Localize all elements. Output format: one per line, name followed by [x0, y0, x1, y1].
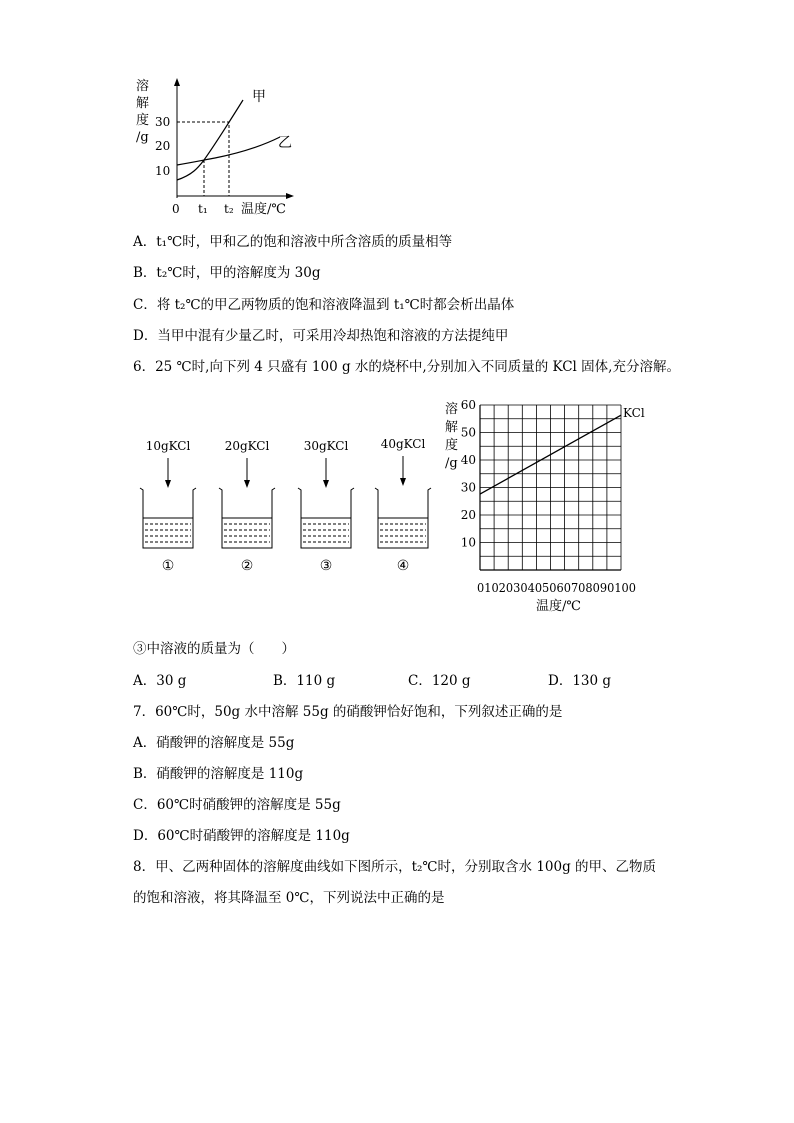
beaker-number: ④ [396, 558, 410, 574]
kcl-ytick: 10 [460, 535, 476, 550]
chart1-ylabel-char: 解 [136, 96, 150, 111]
chart1-ylabel-char: 度 [136, 113, 150, 128]
q8-stem-line1: 8．甲、乙两种固体的溶解度曲线如下图所示，t₂℃时，分别取含水 100g 的甲、乙物质 [133, 859, 657, 875]
q6-stem: 6．25 ℃时,向下列 4 只盛有 100 g 水的烧杯中,分别加入不同质量的 KCl 固体,充分溶解。 [133, 359, 680, 375]
kcl-xticks: 0102030405060708090100 [477, 581, 636, 595]
chart1-label-yi: 乙 [278, 135, 292, 151]
chart1-ylabel-char: 溶 [136, 79, 150, 94]
q5-option-d: D．当甲中混有少量乙时，可采用冷却热饱和溶液的方法提纯甲 [133, 328, 509, 344]
chart1-ylabel-char: /g [136, 130, 149, 145]
q7-option-c: C．60℃时硝酸钾的溶解度是 55g [133, 797, 341, 813]
q6-option-d[interactable]: D．130 g [548, 673, 612, 689]
beaker-number: ① [161, 558, 175, 574]
q6-question: ③中溶液的质量为（ ） [133, 641, 295, 657]
chart1-xtick-t2: t₂ [224, 202, 234, 216]
q6-option-c[interactable]: C．120 g [408, 673, 471, 689]
chart1-origin: 0 [172, 202, 180, 216]
chart1-y-arrow [174, 78, 180, 86]
kcl-ylabel-char: /g [445, 456, 458, 471]
kcl-ytick: 50 [460, 425, 476, 440]
kcl-ytick: 30 [460, 480, 476, 495]
kcl-solubility-chart [0, 395, 794, 625]
chart1-curve-jia [177, 100, 243, 180]
kcl-ytick: 60 [460, 398, 476, 412]
beaker-label: 10gKCl [145, 439, 191, 453]
chart1-xlabel: 温度/℃ [241, 202, 286, 217]
kcl-ytick: 40 [460, 453, 476, 467]
q7-option-a: A．硝酸钾的溶解度是 55g [133, 735, 295, 751]
kcl-ylabel-char: 度 [445, 438, 459, 453]
q5-option-a: A．t₁℃时，甲和乙的饱和溶液中所含溶质的质量相等 [133, 234, 453, 250]
kcl-xlabel: 温度/℃ [536, 599, 581, 614]
chart1-guide-30 [177, 122, 229, 196]
q6-option-a[interactable]: A．30 g [133, 673, 187, 689]
chart1-ytick: 30 [155, 115, 171, 129]
chart1-ytick: 20 [155, 139, 171, 153]
kcl-ytick: 20 [460, 508, 476, 522]
beaker-number: ③ [319, 558, 333, 574]
chart1-ytick: 10 [155, 164, 171, 178]
kcl-ylabel-char: 溶 [445, 402, 459, 417]
solubility-chart-1 [0, 0, 794, 230]
q5-option-b: B．t₂℃时，甲的溶解度为 30g [133, 265, 321, 281]
beaker-label: 20gKCl [224, 439, 270, 453]
chart1-label-jia: 甲 [252, 89, 266, 105]
q5-option-c: C．将 t₂℃的甲乙两物质的饱和溶液降温到 t₁℃时都会析出晶体 [133, 297, 515, 313]
q7-option-d: D．60℃时硝酸钾的溶解度是 110g [133, 828, 350, 844]
chart1-x-arrow [286, 193, 294, 199]
q6-option-b[interactable]: B．110 g [273, 673, 336, 689]
q7-option-b: B．硝酸钾的溶解度是 110g [133, 766, 304, 782]
beaker-label: 30gKCl [303, 439, 349, 453]
chart1-xtick-t1: t₁ [198, 202, 208, 216]
kcl-ylabel-char: 解 [445, 420, 459, 435]
beaker-number: ② [240, 558, 254, 574]
beaker-label: 40gKCl [380, 437, 426, 451]
q7-stem: 7．60℃时，50g 水中溶解 55g 的硝酸钾恰好饱和，下列叙述正确的是 [133, 704, 563, 720]
q8-stem-line2: 的饱和溶液，将其降温至 0℃，下列说法中正确的是 [133, 890, 445, 906]
kcl-series-label: KCl [623, 406, 645, 421]
